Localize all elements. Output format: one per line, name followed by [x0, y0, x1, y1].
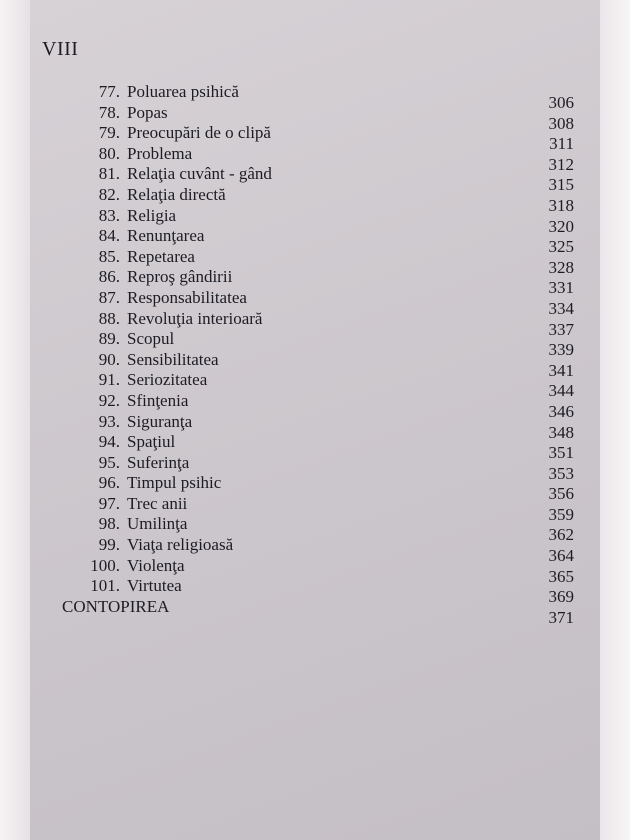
entry-title: Umilinţa: [127, 514, 188, 534]
page-number-label: VIII: [42, 38, 79, 60]
entry-number: 78.: [98, 102, 120, 122]
entry-title: Siguranţa: [127, 411, 193, 431]
entry-page: 320: [548, 216, 574, 236]
entry-number: 101.: [90, 576, 120, 596]
entry-page: 318: [548, 195, 574, 215]
entry-title: CONTOPIREA: [62, 596, 170, 616]
entry-page: 359: [548, 504, 574, 524]
table-of-contents: [30, 82, 600, 627]
entry-number: 89.: [98, 329, 120, 349]
entry-title: Viaţa religioasă: [127, 535, 234, 555]
entry-number: 77.: [98, 82, 120, 101]
entry-page: 339: [548, 340, 574, 360]
entry-page: 311: [549, 134, 574, 154]
entry-page: 351: [548, 443, 574, 463]
entry-title: Trec anii: [127, 493, 188, 513]
entry-page: 356: [548, 484, 574, 504]
entry-number: 79.: [98, 123, 120, 143]
entry-title: Preocupări de o clipă: [127, 123, 271, 143]
entry-number: 84.: [98, 226, 120, 246]
entry-page: 331: [548, 278, 574, 298]
entry-page: 306: [548, 93, 574, 112]
entry-page: 315: [548, 175, 574, 195]
entry-number: 100.: [90, 555, 120, 575]
entry-page: 371: [548, 607, 574, 627]
entry-page: 346: [548, 401, 574, 421]
entry-page: 337: [548, 319, 574, 339]
entry-title: Relaţia cuvânt - gând: [127, 164, 272, 184]
entry-page: 353: [548, 463, 574, 483]
entry-page: 328: [548, 257, 574, 277]
entry-number: 91.: [98, 370, 120, 390]
entry-title: Seriozitatea: [127, 370, 208, 390]
entry-page: 334: [548, 298, 574, 318]
entry-number: 86.: [98, 267, 120, 287]
entry-title: Sfinţenia: [127, 390, 189, 410]
entry-number: 90.: [98, 349, 120, 369]
entry-title: Suferinţa: [127, 452, 190, 472]
entry-title: Virtutea: [127, 576, 182, 596]
entry-title: Religia: [127, 205, 177, 225]
left-page-edge: [0, 0, 30, 840]
entry-page: 365: [548, 566, 574, 586]
entry-number: 80.: [98, 143, 120, 163]
entry-title: Problema: [127, 143, 193, 163]
entry-title: Responsabilitatea: [127, 287, 247, 307]
entry-number: 93.: [98, 411, 120, 431]
book-page: [30, 0, 600, 840]
entry-number: 99.: [98, 535, 120, 555]
entry-title: Repetarea: [127, 246, 195, 266]
entry-page: 325: [548, 237, 574, 257]
entry-page: 369: [548, 587, 574, 607]
entry-page: 312: [548, 154, 574, 174]
entry-page: 362: [548, 525, 574, 545]
entry-page: 364: [548, 546, 574, 566]
entry-title: Revoluţia interioară: [127, 308, 263, 328]
entry-number: 98.: [98, 514, 120, 534]
entry-title: Poluarea psihică: [127, 82, 239, 101]
entry-title: Relaţia directă: [127, 184, 226, 204]
entry-title: Scopul: [127, 329, 175, 349]
entry-number: 81.: [98, 164, 120, 184]
entry-number: 97.: [98, 493, 120, 513]
entry-page: 344: [548, 381, 574, 401]
entry-title: Sensibilitatea: [127, 349, 219, 369]
entry-number: 83.: [98, 205, 120, 225]
toc-entry-final: [30, 596, 600, 627]
entry-number: 96.: [98, 473, 120, 493]
entry-title: Violenţa: [127, 555, 185, 575]
entry-title: Popas: [127, 102, 168, 122]
entry-number: 94.: [98, 432, 120, 452]
entry-number: 92.: [98, 390, 120, 410]
entry-page: 308: [548, 113, 574, 133]
entry-title: Timpul psihic: [127, 473, 222, 493]
entry-title: Spaţiul: [127, 432, 176, 452]
right-page-edge: [600, 0, 630, 840]
entry-number: 95.: [98, 452, 120, 472]
entry-page: 341: [548, 360, 574, 380]
entry-title: Renunţarea: [127, 226, 205, 246]
entry-number: 82.: [98, 184, 120, 204]
entry-number: 87.: [98, 287, 120, 307]
entry-title: Reproş gândirii: [127, 267, 233, 287]
entry-page: 348: [548, 422, 574, 442]
entry-number: 85.: [98, 246, 120, 266]
entry-number: 88.: [98, 308, 120, 328]
